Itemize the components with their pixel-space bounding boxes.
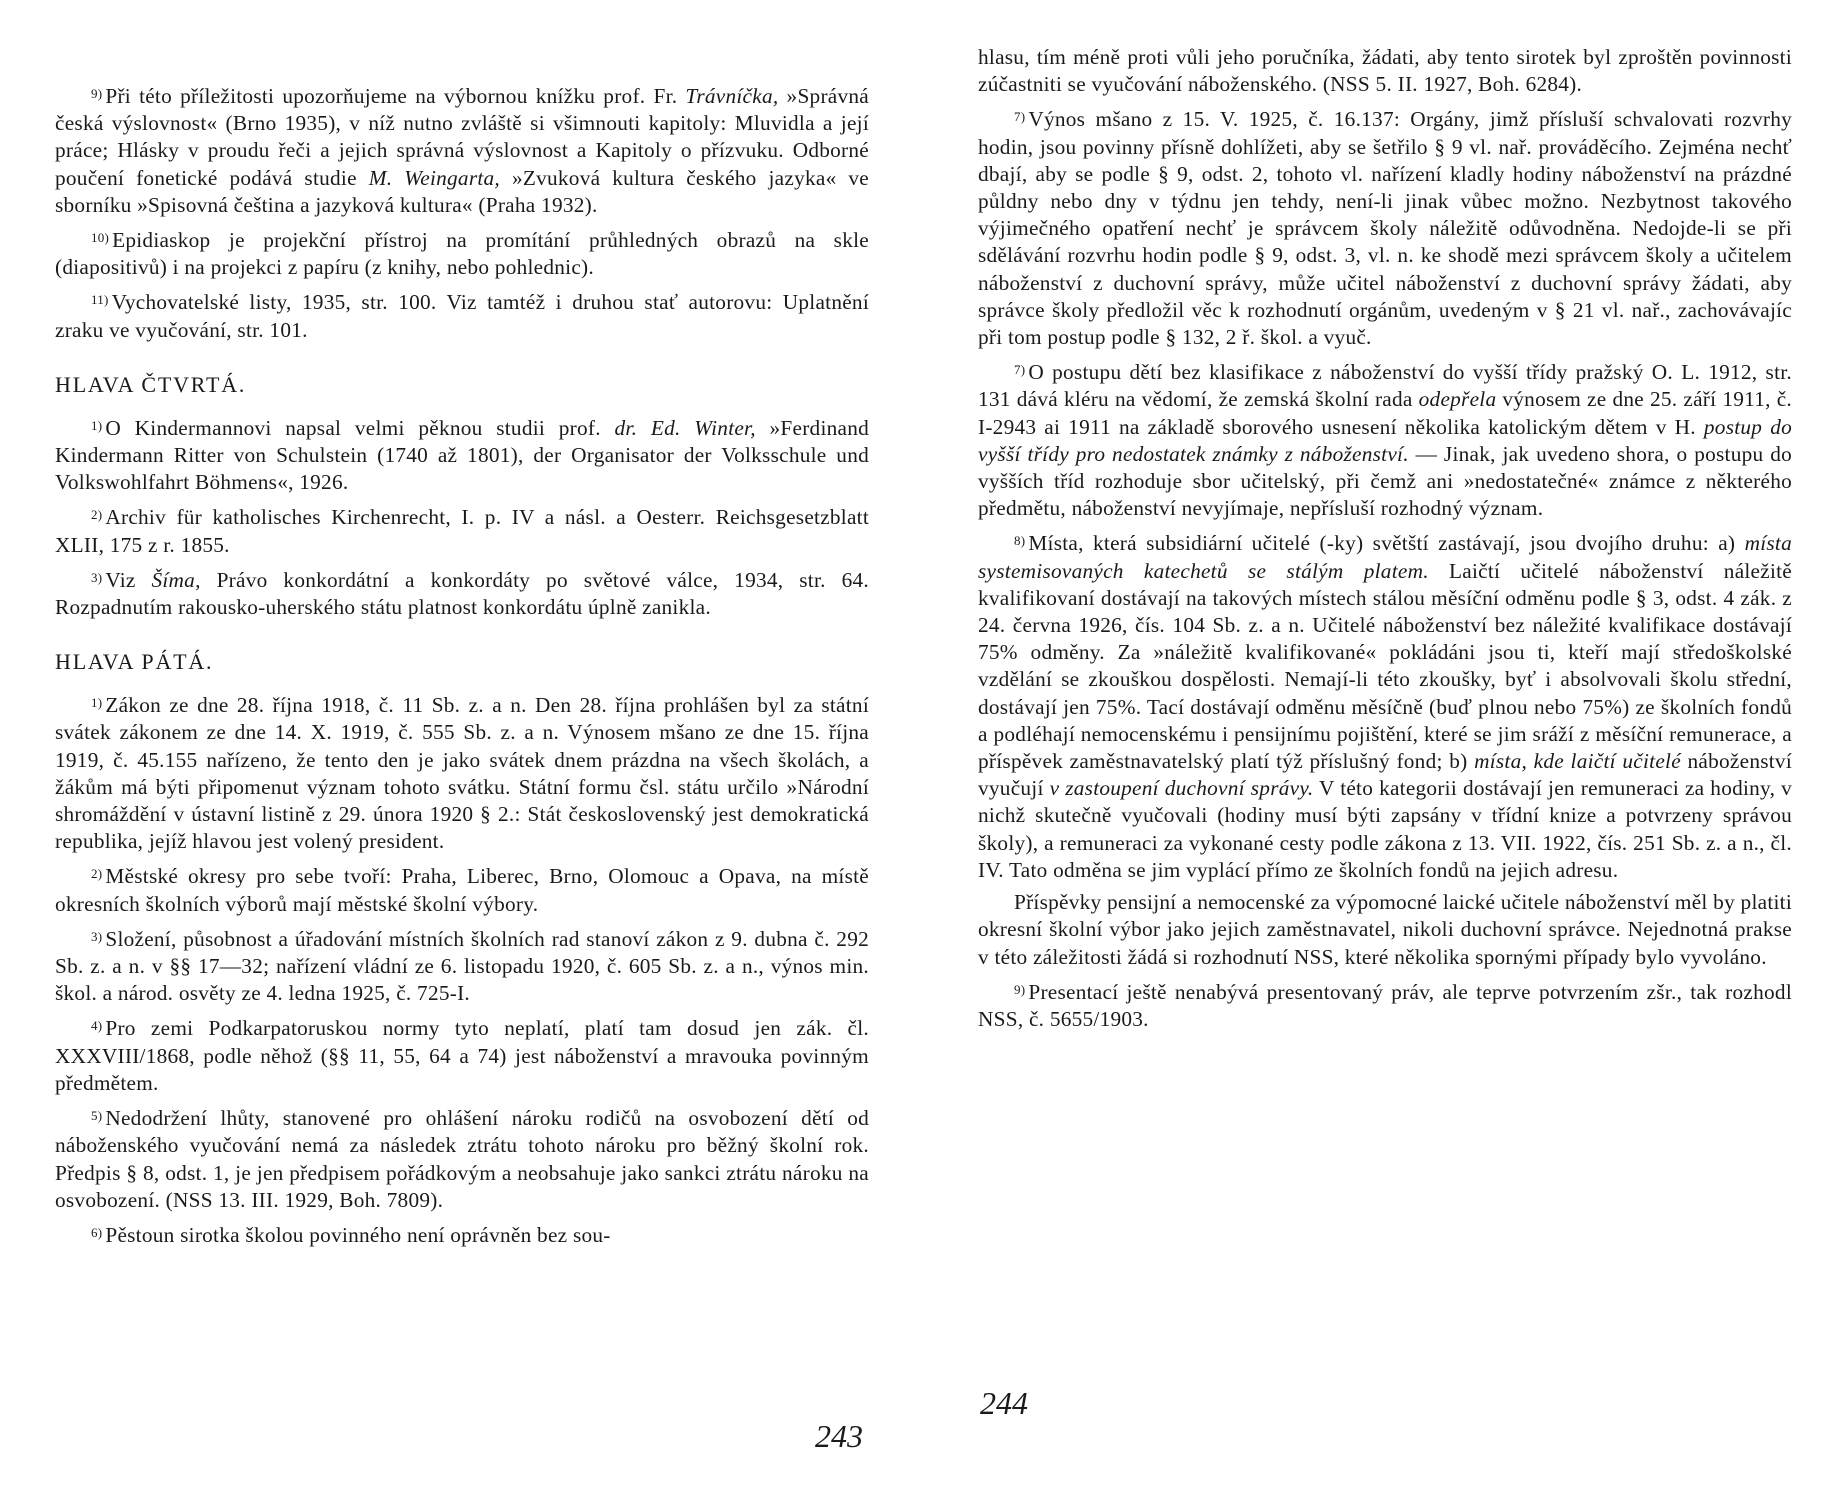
footnote-text: Vychovatelské listy, 1935, str. 100. Viz tamtéž i druhou stať autorovu: Uplatnění zraku ve vyučování, str. 101. [55,290,869,342]
footnote-text: V této kategorii dostávají jen remuneraci za hodiny, v nichž skutečně vyučovali (hodiny musí býti zapsány v třídní knize a potvrzeny správou školy), a remuneraci za vykonané cesty podle zákona z 13. VII. 1922, čís. 251 Sb. z. a n., čl. IV. Tato odměna se jim vyplácí přímo ze školních fondů na jejich adresu. [978,776,1792,882]
footnote-text: O Kindermannovi napsal velmi pěknou studii prof. [105,415,615,440]
footnote-marker: 10) [91,230,110,246]
footnote-marker: 2) [91,507,103,523]
footnote-text: — Jinak, jak uvedeno shora, o postupu do vyšších tříd rozhoduje sbor učitelský, při čemž ani »nedostatečné« známce z některého předmětu, náboženství nevyjímaje, nepřísluší rozhodný význam. [978,441,1792,521]
paragraph-contributions: Příspěvky pensijní a nemocenské za výpomocné laické učitele náboženství měl by platiti okresní školní výbor jako jejich zaměstnavatel, nikoli duchovní správce. Nejednotná prakse v této záležitosti žádá si rozhodnutí NSS, které několika spornými případy bylo vyvoláno. [978,890,1792,969]
footnote-italic: dr. Ed. Winter, [614,415,756,440]
footnote-7b [978,356,1792,522]
footnote-marker: 6) [91,1224,103,1240]
footnote-h5-3 [55,923,869,1008]
footnote-italic: Šíma, [151,567,201,592]
footnote-text: Pěstoun sirotka školou povinného není oprávněn bez sou- [105,1222,611,1247]
footnote-marker: 9) [91,86,103,101]
footnote-11 [55,286,869,343]
footnote-marker: 3) [91,569,103,585]
footnote-text: »Zvuková kultura českého jazyka« ve sborníku »Spisovná čeština a jazyková kultura« (Praha 1932). [55,165,869,217]
footnote-marker: 2) [91,866,103,882]
footnote-6-continuation: hlasu, tím méně proti vůli jeho poručníka, žádati, aby tento sirotek byl zproštěn povinnosti zúčastniti se vyučování náboženského. (NSS 5. II. 1927, Boh. 6284). [978,45,1792,97]
footnote-text: Při této příležitosti upozorňujeme na výbornou knížku prof. Fr. [105,84,686,108]
footnote-marker: 7) [1014,362,1026,378]
footnote-text: Viz [105,567,152,592]
footnote-text: výnosem ze dne 25. září 1911, č. I-2943 ai 1911 na základě sborového usnesení několika katolickým dětem v H. [978,387,1793,439]
footnote-italic: odepřela [1418,387,1497,412]
footnote-10 [55,224,869,281]
footnote-h5-5 [55,1102,869,1214]
footnote-h5-6 [55,1219,869,1249]
footnote-text: Archiv für katholisches Kirchenrecht, I. p. IV a násl. a Oesterr. Reichsgesetzblatt XLII, 175 z r. 1855. [55,505,869,557]
footnote-text: Presentací ještě nenabývá presentovaný práv, ale teprve potvrzením zšr., tak rozhodl NSS, č. 5655/1903. [978,979,1792,1031]
footnote-9-right [978,976,1792,1033]
footnote-h5-2 [55,860,869,917]
footnote-8 [978,527,1792,884]
footnote-text: Místa, která subsidiární učitelé (-ky) světští zastávají, jsou dvojího druhu: a) [1028,531,1745,556]
footnote-text: Složení, působnost a úřadování místních školních rad stanoví zákon z 9. dubna č. 292 Sb. z. a n. v §§ 17—32; nařízení vládní ze 6. listopadu 1920, č. 605 Sb. z. a n., výnos min. škol. a národ. osvěty ze 4. ledna 1925, č. 725-I. [55,926,869,1006]
footnote-marker: 1) [91,695,103,711]
footnote-text: »Ferdinand Kindermann Ritter von Schulstein (1740 až 1801), der Organisator der Volksschule und Volkswohlfahrt Böhmens«, 1926. [55,415,870,495]
chapter-heading-4: HLAVA ČTVRTÁ. [55,371,247,397]
footnote-text: O postupu dětí bez klasifikace z náboženství do vyšší třídy pražský O. L. 1912, str. 131 dává kléru na vědomí, že zemská školní rada [978,360,1792,412]
footnote-text: Městské okresy pro sebe tvoří: Praha, Liberec, Brno, Olomouc a Opava, na místě okresních školních výborů mají městské školní výbory. [55,864,869,916]
footnote-text: Epidiaskop je projekční přístroj na promítání průhledných obrazů na skle (diapositivů) i na projekci z papíru (z knihy, nebo pohlednic). [55,228,869,280]
footnote-italic: místa systemisovaných katechetů se stálým platem. [978,531,1792,583]
footnote-italic: místa, kde laičtí učitelé [1474,749,1681,774]
footnote-h5-1 [55,689,869,855]
footnote-marker: 4) [91,1018,103,1034]
left-page [55,80,869,1254]
footnote-text: Laičtí učitelé náboženství náležitě kvalifikovaní dostávají na takových místech stálou měsíční odměnu podle § 3, odst. 4 zák. z 24. června 1926, čís. 104 Sb. z. a n. Učitelé náboženství bez náležité kvalifikace dostávají 75% odměny. Za »náležitě kvalifikované« pokládáni jsou ti, kteří mají středoškolské vzdělání se zkouškou dospělosti. Nemají-li této zkoušky, byť i absolvovali školu střední, dostávají jen 75%. Tací dostávají odměnu měsíčně (buď plnou nebo 75%) ze školních fondů a podléhají nemocenskému i pensijnímu pojištění, které se jim sráží z měsíční remunerace, a příspěvek zaměstnavatelský platí týž příslušný fond; b) [978,558,1793,774]
footnote-text: Zákon ze dne 28. října 1918, č. 11 Sb. z. a n. Den 28. října prohlášen byl za státní svátek zákonem ze dne 14. X. 1919, č. 555 Sb. z. a n. Výnosem mšano ze dne 15. října 1919, č. 45.155 nařízeno, že tento den je jako svátek dnem prázdna na všech školách, a žákům má býti připomenut význam tohoto svátku. Státní formu čsl. státu určilo »Národní shromáždění v ústavní listině z 29. února 1920 § 2.: Stát československý jest demokratická republika, jejíž hlavou jest volený president. [55,693,869,854]
footnote-marker: 9) [1014,981,1026,997]
footnote-text: Nedodržení lhůty, stanovené pro ohlášení nároku rodičů na osvobození dětí od náboženského vyučování nemá za následek ztrátu tohoto nároku pro běžný školní rok. Předpis § 8, odst. 1, je jen předpisem pořádkovým a neobsahuje jako sankci ztrátu nároku na osvobození. (NSS 13. III. 1929, Boh. 7809). [55,1106,869,1212]
footnote-marker: 7) [1014,109,1026,125]
footnote-text: Pro zemi Podkarpatoruskou normy tyto neplatí, platí tam dosud jen zák. čl. XXXVIII/1868, podle něhož (§§ 11, 55, 64 a 74) jest náboženství a mravouka povinným předmětem. [55,1016,869,1095]
footnote-italic: Trávníčka, [685,84,779,108]
footnote-h4-1 [55,412,869,497]
footnote-h4-2 [55,501,869,558]
chapter-heading-5: HLAVA PÁTÁ. [55,649,214,675]
footnote-marker: 3) [91,928,103,944]
footnote-7a [978,103,1792,351]
footnote-marker: 5) [91,1108,103,1124]
footnote-text: náboženství vyučují [978,749,1792,801]
footnote-h4-3 [55,564,869,621]
footnote-italic: postup do vyšší třídy pro nedostatek známky z náboženství. [978,414,1793,466]
footnote-marker: 1) [91,417,103,433]
footnote-marker: 11) [91,292,109,308]
page-number-left: 243 [815,1418,863,1454]
footnote-italic: v zastoupení duchovní správy. [1049,776,1314,801]
footnote-marker: 8) [1014,533,1026,549]
footnote-text: Výnos mšano z 15. V. 1925, č. 16.137: Orgány, jimž přísluší schvalovati rozvrhy hodin, jsou povinny přísně dohlížeti, aby se šetřilo § 9 vl. nař. prováděcího. Zejména nechť dbají, aby se podle § 9, odst. 2, tohoto vl. nařízení kladly hodiny náboženství na prázdné půldny nebo dny v týdnu jen tehdy, není-li jinak vůbec možno. Nezbytnost takového výjimečného opatření nechť je správcem školy náležitě odůvodněna. Nedojde-li se při sdělávání rozvrhu hodin podle § 9, odst. 3, vl. n. ke shodě mezi správcem školy a učitelem náboženství z duchovní správy, může učitel náboženství z duchovní správy žádati, aby správce školy předložil věc k rozhodnutí orgánům, uvedeným v § 21 vl. nař., zachovávajíc při tom postup podle § 132, 2 ř. škol. a vyuč. [978,107,1792,350]
footnote-text: »Správná česká výslovnost« (Brno 1935), v níž nutno zvláště si všimnouti kapitoly: Mluvidla a její práce; Hlásky v proudu řeči a jejich správná výslovnost a Kapitoly o přízvuku. Odborné poučení fonetické podává studie [55,84,869,190]
page-number-right: 244 [980,1385,1028,1421]
right-page [978,44,1792,1038]
footnote-9 [55,80,869,219]
footnote-h5-4 [55,1012,869,1097]
footnote-italic: M. Weingarta, [368,165,501,190]
footnote-text: Právo konkordátní a konkordáty po světové válce, 1934, str. 64. Rozpadnutím rakousko-uherského státu platnost konkordátu úplně zanikla. [55,567,869,620]
